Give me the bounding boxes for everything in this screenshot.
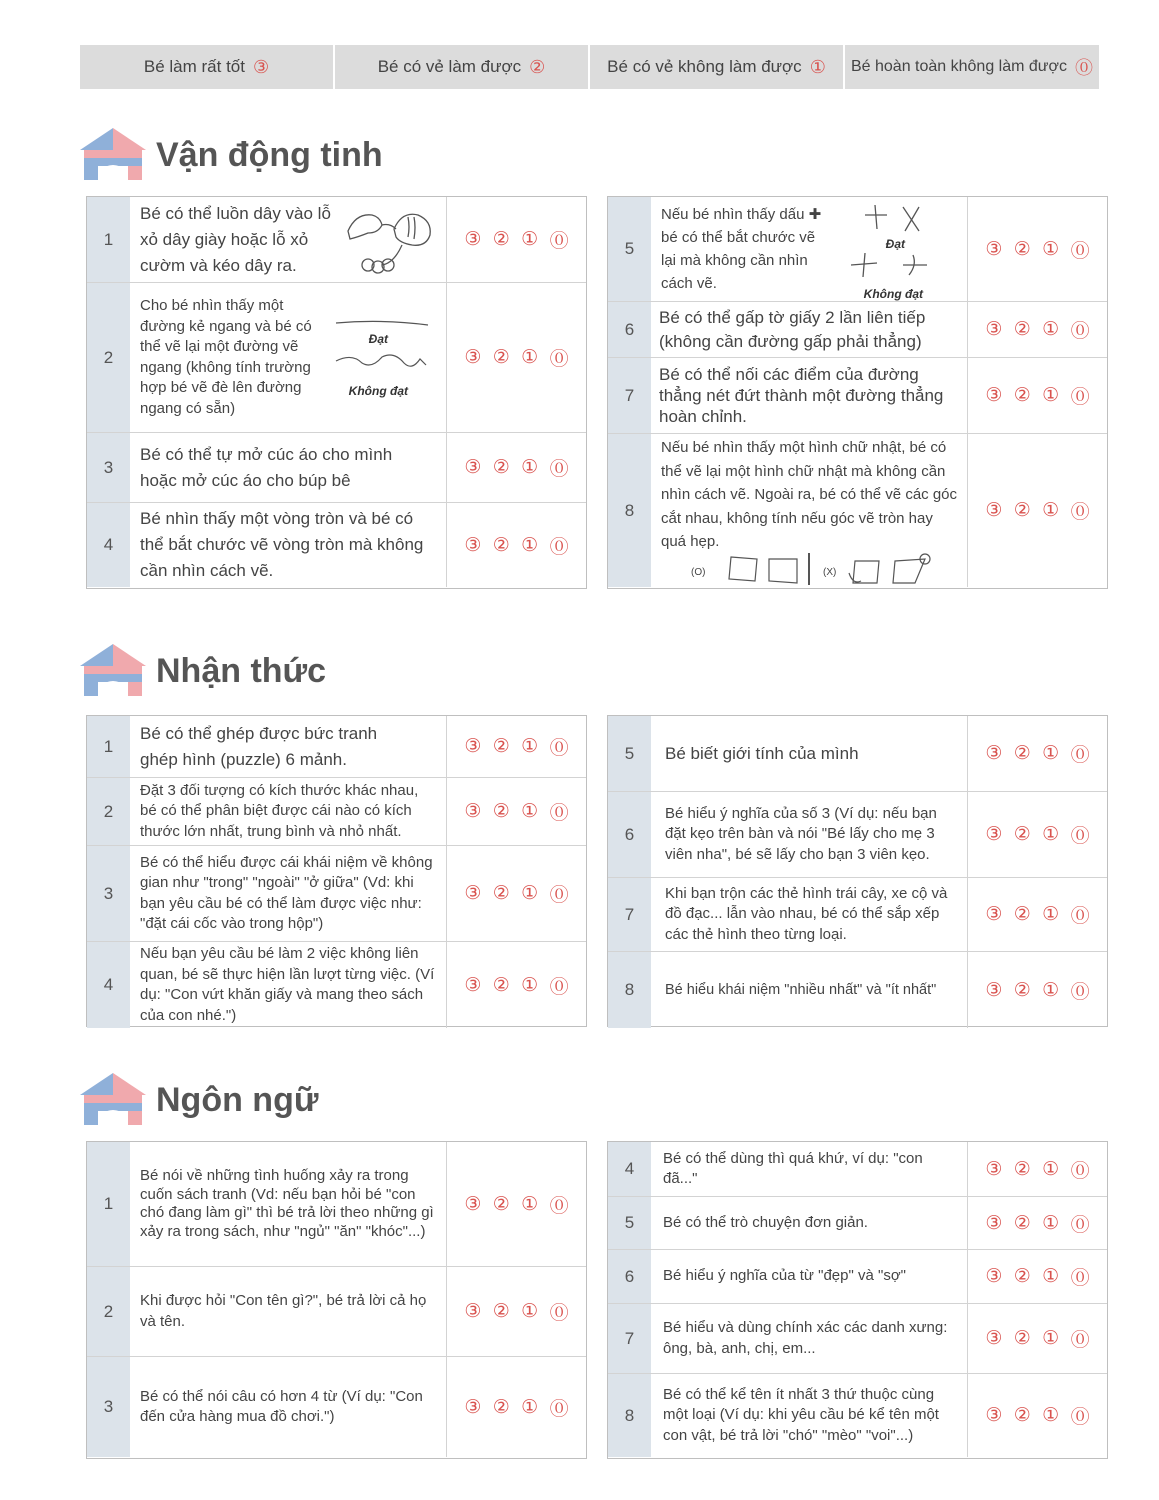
score-options[interactable]: ③ ② ① ⓪ [464, 1396, 569, 1420]
row-text: Khi bạn trộn các thẻ hình trái cây, xe cộ và đồ đạc... lẫn vào nhau, bé có thể sắp xếp các thẻ hình theo từng loại. [651, 878, 968, 951]
score-options[interactable]: ③ ② ① ⓪ [985, 385, 1090, 408]
table-row [87, 1142, 586, 1267]
row-text: Cho bé nhìn thấy một đường kẻ ngang và bé có thể vẽ lại một đường vẽ ngang (không tính trường hợp bé vẽ đè lên đường ngang có sẵn) Đạt Không đạt [130, 283, 447, 432]
row-number: 2 [87, 778, 130, 845]
section-title-cognition: Nhận thức [80, 641, 326, 701]
cognition-table-right [607, 715, 1108, 1027]
row-text: Bé có thể hiểu được cái khái niệm về không gian như "trong" "ngoài" "ở giữa" (Vd: khi bạn yêu cầu bé có thể làm được việc như: "đặt cái cốc vào trong hộp") [130, 846, 447, 941]
score-options[interactable]: ③ ② ① ⓪ [464, 974, 569, 998]
row-text: Bé có thể nói câu có hơn 4 từ (Ví dụ: "Con đến cửa hàng mua đồ chơi.") [130, 1357, 447, 1457]
table-row [87, 433, 586, 503]
row-text: Bé hiểu ý nghĩa của số 3 (Ví dụ: nếu bạn đặt kẹo trên bàn và nói "Bé lấy cho mẹ 3 viên nha", bé sẽ lấy cho bạn 3 viên kẹo. [651, 792, 968, 877]
score-options[interactable]: ③ ② ① ⓪ [985, 1158, 1090, 1182]
score-options[interactable]: ③ ② ① ⓪ [464, 229, 569, 252]
section-title-language: Ngôn ngữ [80, 1070, 318, 1130]
row-number: 7 [608, 878, 651, 951]
score-options[interactable]: ③ ② ① ⓪ [985, 979, 1090, 1003]
row-number: 5 [608, 197, 651, 301]
score-options[interactable]: ③ ② ① ⓪ [985, 238, 1090, 262]
row-text: Nếu bạn yêu cầu bé làm 2 việc không liên quan, bé sẽ thực hiện lần lượt từng việc. (Ví dụ: "Con vứt khăn giấy và mang theo sách của con nhé.") [130, 942, 447, 1028]
score-options[interactable]: ③ ② ① ⓪ [464, 1301, 569, 1324]
score-options[interactable]: ③ ② ① ⓪ [985, 500, 1090, 523]
table-row [608, 1142, 1107, 1197]
table-row [608, 952, 1107, 1028]
table-row [87, 503, 586, 587]
row-number: 5 [608, 716, 651, 791]
row-text: Bé hiểu ý nghĩa của từ "đẹp" và "sợ" [651, 1250, 968, 1303]
legend-item-2: Bé có vẻ làm được ② [335, 45, 590, 89]
row-number: 6 [608, 792, 651, 877]
row-text: Bé có thể trò chuyện đơn giản. [651, 1197, 968, 1249]
score-options[interactable]: ③ ② ① ⓪ [464, 1193, 569, 1217]
score-options[interactable]: ③ ② ① ⓪ [464, 736, 569, 759]
row-number: 7 [608, 1304, 651, 1373]
house-icon [80, 128, 146, 182]
row-text: Bé có thể gấp tờ giấy 2 lần liên tiếp (không cần đường gấp phải thẳng) [651, 302, 968, 357]
score-options[interactable]: ③ ② ① ⓪ [464, 534, 569, 558]
row-text: Bé có thể tự mở cúc áo cho mình hoặc mở cúc áo cho búp bê [130, 433, 447, 502]
cognition-table-left [86, 715, 587, 1027]
house-icon [80, 1073, 146, 1127]
row-number: 3 [87, 846, 130, 941]
table-row [608, 434, 1107, 587]
row-number: 8 [608, 1374, 651, 1457]
row-number: 1 [87, 716, 130, 777]
fine-motor-table-left [86, 196, 587, 589]
row-number: 5 [608, 1197, 651, 1249]
table-row [608, 1250, 1107, 1304]
score-options[interactable]: ③ ② ① ⓪ [985, 743, 1090, 766]
row-number: 3 [87, 1357, 130, 1457]
row-text: Bé có thể kể tên ít nhất 3 thứ thuộc cùng một loại (Ví dụ: khi yêu cầu bé kể tên một con vật, bé trả lời "chó" "mèo" "voi"...) [651, 1374, 968, 1457]
row-number: 8 [608, 952, 651, 1028]
row-text: Bé hiểu khái niệm "nhiều nhất" và "ít nhất" [651, 952, 968, 1028]
table-row [608, 878, 1107, 952]
lacing-illustration [342, 203, 440, 277]
row-text: Bé nói về những tình huống xảy ra trong cuốn sách tranh (Vd: nếu bạn hỏi bé "con chó đang làm gì" thì bé trả lời theo những gì xảy ra trong sách, như "ngủ" "ăn" "khóc"...) [130, 1142, 447, 1266]
score-options[interactable]: ③ ② ① ⓪ [464, 347, 569, 370]
row-number: 8 [608, 434, 651, 587]
score-options[interactable]: ③ ② ① ⓪ [464, 457, 569, 480]
score-options[interactable]: ③ ② ① ⓪ [985, 319, 1090, 342]
row-text: Nếu bé nhìn thấy một hình chữ nhật, bé có thể vẽ lại một hình chữ nhật mà không cần nhìn cách vẽ. Ngoài ra, bé có thể vẽ các góc cắt nhau, không tính nếu góc vẽ tròn hay quá hẹp. (O) (X) [651, 434, 968, 587]
row-text: Bé biết giới tính của mình [651, 716, 968, 791]
row-text: Bé có thể ghép được bức tranh ghép hình (puzzle) 6 mảnh. [130, 716, 447, 777]
table-row [608, 358, 1107, 434]
legend-item-1: Bé có vẻ không làm được ① [590, 45, 845, 89]
table-row [608, 1197, 1107, 1250]
row-number: 4 [87, 942, 130, 1028]
row-text: Bé hiểu và dùng chính xác các danh xưng: ông, bà, anh, chị, em... [651, 1304, 968, 1373]
row-number: 6 [608, 302, 651, 357]
table-row [608, 302, 1107, 358]
score-options[interactable]: ③ ② ① ⓪ [985, 904, 1090, 927]
score-options[interactable]: ③ ② ① ⓪ [985, 1405, 1090, 1428]
score-options[interactable]: ③ ② ① ⓪ [985, 1328, 1090, 1351]
score-options[interactable]: ③ ② ① ⓪ [985, 1266, 1090, 1289]
table-row [608, 1374, 1107, 1457]
row-text: Bé có thể dùng thì quá khứ, ví dụ: "con đã..." [651, 1142, 968, 1196]
table-row [87, 1357, 586, 1457]
table-row [87, 942, 586, 1028]
score-options[interactable]: ③ ② ① ⓪ [985, 1212, 1090, 1236]
score-options[interactable]: ③ ② ① ⓪ [464, 801, 569, 824]
table-row [608, 716, 1107, 792]
table-row [87, 283, 586, 433]
language-table-left [86, 1141, 587, 1459]
row-text: Bé nhìn thấy một vòng tròn và bé có thể bắt chước vẽ vòng tròn mà không cần nhìn cách vẽ. [130, 503, 447, 587]
row-number: 6 [608, 1250, 651, 1303]
row-number: 4 [608, 1142, 651, 1196]
row-text: Bé có thể luồn dây vào lỗ xỏ dây giày hoặc lỗ xỏ cườm và kéo dây ra. [130, 197, 447, 282]
row-text: Đặt 3 đối tượng có kích thước khác nhau, bé có thể phân biệt được cái nào có kích thước lớn nhất, trung bình và nhỏ nhất. [130, 778, 447, 845]
table-row [608, 1304, 1107, 1374]
rectangle-illustration: (O) (X) [691, 551, 961, 585]
house-icon [80, 644, 146, 698]
row-number: 1 [87, 1142, 130, 1266]
row-text: Bé có thể nối các điểm của đường thẳng nét đứt thành một đường thẳng hoàn chỉnh. [651, 358, 968, 433]
row-number: 4 [87, 503, 130, 587]
fine-motor-table-right [607, 196, 1108, 589]
table-row [87, 197, 586, 283]
row-text: Khi được hỏi "Con tên gì?", bé trả lời cả họ và tên. [130, 1267, 447, 1356]
row-number: 7 [608, 358, 651, 433]
row-number: 2 [87, 283, 130, 432]
table-row [608, 792, 1107, 878]
table-row [87, 846, 586, 942]
score-legend [80, 45, 1099, 89]
section-title-fine-motor: Vận động tinh [80, 125, 383, 185]
row-number: 1 [87, 197, 130, 282]
row-number: 2 [87, 1267, 130, 1356]
table-row [87, 716, 586, 778]
table-row [608, 197, 1107, 302]
legend-item-0: Bé hoàn toàn không làm được ⓪ [845, 45, 1099, 89]
score-options[interactable]: ③ ② ① ⓪ [985, 824, 1090, 847]
language-table-right [607, 1141, 1108, 1459]
row-number: 3 [87, 433, 130, 502]
legend-item-3: Bé làm rất tốt ③ [80, 45, 335, 89]
row-text: Nếu bé nhìn thấy dấu ✚ bé có thể bắt chước vẽ lại mà không cần nhìn cách vẽ. Đạt Không đạt [651, 197, 968, 301]
table-row [87, 1267, 586, 1357]
table-row [87, 778, 586, 846]
score-options[interactable]: ③ ② ① ⓪ [464, 883, 569, 906]
